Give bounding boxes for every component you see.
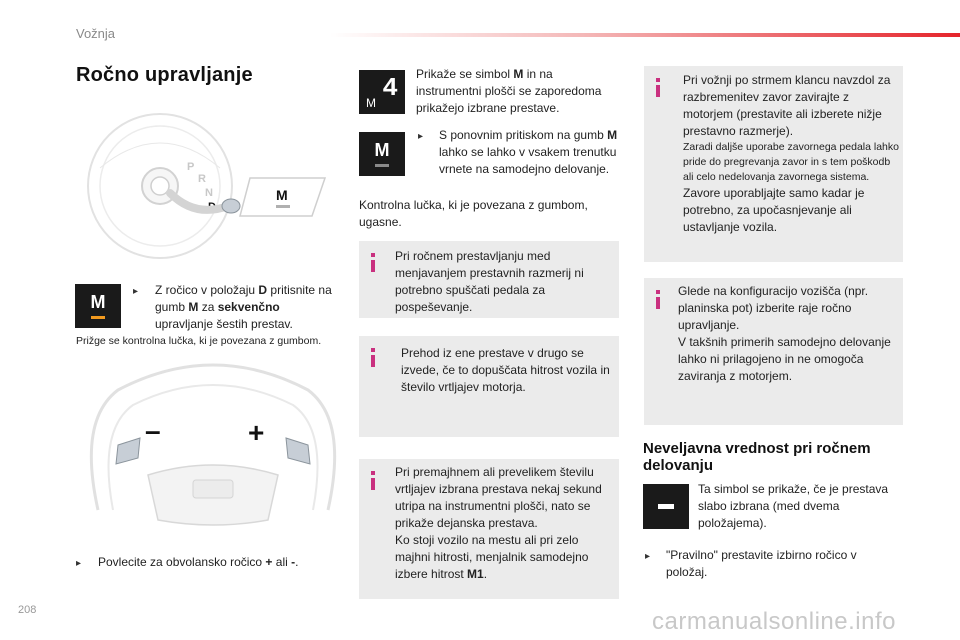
instrument-display-icon: M 4 bbox=[359, 70, 405, 114]
bullet-icon: ▸ bbox=[645, 551, 651, 562]
paddle-minus-label: – bbox=[145, 415, 161, 446]
display-text: Prikaže se simbol M in na instrumentni plošči se zaporedoma prikažejo izbrane prestave. bbox=[416, 67, 602, 115]
section-label: Vožnja bbox=[76, 26, 116, 41]
selector-letter-p: P bbox=[187, 161, 195, 173]
selector-letter-r: R bbox=[198, 173, 206, 185]
m-lamp-on bbox=[91, 316, 105, 319]
bullet1-text: Z ročico v položaju D pritisnite na gumb M za sekvenčno upravljanje šestih prestav. bbox=[155, 283, 332, 331]
page-number: 208 bbox=[18, 604, 37, 616]
info-icon bbox=[371, 253, 375, 272]
info-icon bbox=[371, 348, 375, 367]
bullet3-text: S ponovnim pritiskom na gumb M lahko se lahko v vsakem trenutku vrnete na samodejno delovanje. bbox=[439, 128, 618, 176]
note-gear-change: Prehod iz ene prestave v drugo se izvede, če to dopuščata hitrost vozila in število vrtljajev motorja. bbox=[359, 336, 619, 437]
note-engine-speed: Pri premajhnem ali prevelikem številu vrtljajev izbrana prestava nekaj sekund utripa na instrumentni plošči, nato se prikaže dejanska prestava. Ko stoji vozilo na mestu ali pri zelo majhni hitrosti, menjalnik samodejno izbere hitrost M1. bbox=[359, 459, 619, 599]
bullet-icon: ▸ bbox=[133, 286, 139, 297]
gear-selector-illustration bbox=[80, 108, 330, 268]
info-icon bbox=[656, 290, 660, 309]
invalid-text: Ta simbol se prikaže, če je prestava slabo izbrana (med dvema položajema). bbox=[698, 482, 889, 530]
selector-letter-d: D bbox=[208, 201, 216, 213]
invalid-value-subtitle: Neveljavna vrednost pri ročnem delovanju bbox=[643, 440, 871, 474]
note-accelerator: Pri ročnem prestavljanju med menjavanjem prestavnih razmerij ni potrebno spuščati pedala za pospeševanje. bbox=[359, 241, 619, 318]
m-lamp-off bbox=[375, 164, 389, 167]
m-button-lit-icon: M bbox=[75, 284, 121, 328]
bullet4-text: "Pravilno" prestavite izbirno ročico v položaj. bbox=[666, 548, 857, 579]
lamp-on-note: Prižge se kontrolna lučka, ki je povezana z gumbom. bbox=[76, 335, 322, 347]
bullet2-text: Povlecite za obvolansko ročico + ali -. bbox=[98, 555, 299, 569]
note-road-config: Glede na konfiguracijo vozišča (npr. planinska pot) izberite raje ročno upravljanje. V takšnih primerih samodejno delovanje lahko ni prilagojeno in ne omogoča zaviranja z motorjem. bbox=[644, 278, 903, 425]
dash-symbol bbox=[658, 504, 674, 509]
bullet-icon: ▸ bbox=[76, 558, 82, 569]
selector-m-label: M bbox=[276, 187, 288, 203]
page-title: Ročno upravljanje bbox=[76, 64, 253, 86]
invalid-gear-icon bbox=[643, 484, 689, 529]
m-button-unlit-icon: M bbox=[359, 132, 405, 176]
paddle-plus-label: + bbox=[248, 417, 265, 448]
bullet-icon: ▸ bbox=[418, 131, 424, 142]
header-rule bbox=[330, 33, 960, 37]
note-downhill: Pri vožnji po strmem klancu navzdol za razbremenitev zavor zavirajte z motorjem (prestavite ali izberete nižje prestavno razmerje). Zaradi daljše uporabe zavornega pedala lahko pride do pregrevanja zavor in s tem poškodb ali celo nedelovanja zavornega sistema. Zavore uporabljajte samo kadar je potrebno, za upočasnjevanje ali ustavljanje vozila. bbox=[644, 66, 903, 262]
info-icon bbox=[656, 78, 660, 97]
info-icon bbox=[371, 471, 375, 490]
lamp-off-text: Kontrolna lučka, ki je povezana z gumbom, ugasne. bbox=[359, 198, 588, 229]
selector-letter-n: N bbox=[205, 187, 213, 199]
watermark: carmanualsonline.info bbox=[652, 608, 896, 635]
steering-wheel-illustration bbox=[78, 360, 348, 535]
